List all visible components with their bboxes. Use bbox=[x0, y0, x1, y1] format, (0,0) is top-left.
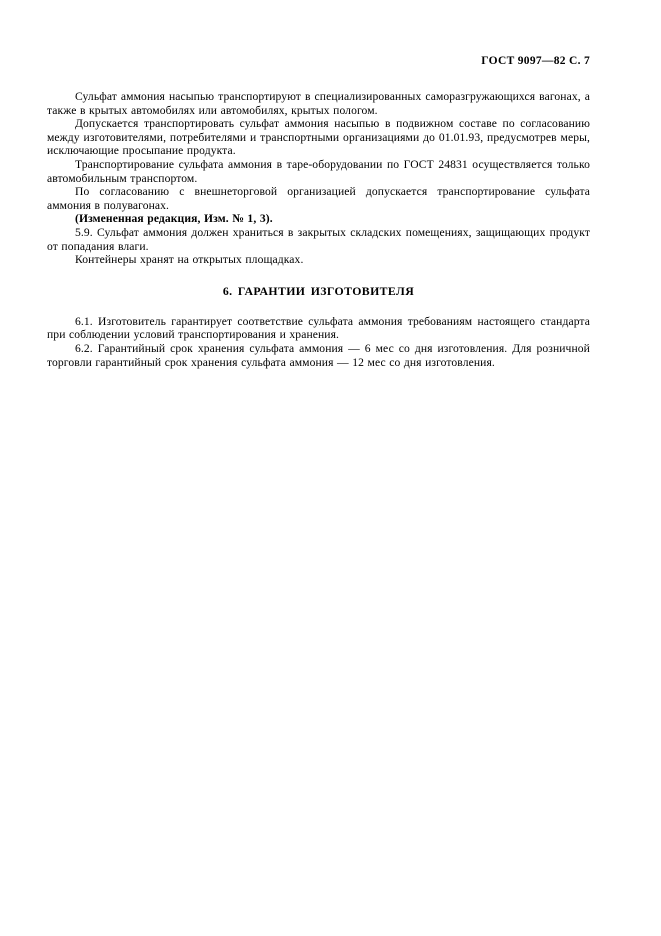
paragraph: Транспортирование сульфата аммония в таре-оборудовании по ГОСТ 24831 осуществляется только автомобильным транспортом. bbox=[47, 157, 590, 185]
paragraph: (Измененная редакция, Изм. № 1, 3). bbox=[75, 212, 273, 226]
document-number-header: ГОСТ 9097—82 С. 7 bbox=[481, 55, 590, 67]
paragraph: 6.1. Изготовитель гарантирует соответствие сульфата аммония требованиям настоящего стандарта при соблюдении условий транспортирования и хранения. bbox=[47, 314, 590, 342]
paragraph: 6.2. Гарантийный срок хранения сульфата аммония — 6 мес со дня изготовления. Для розничной торговли гарантийный срок хранения сульфата аммония — 12 мес со дня изготовления. bbox=[47, 341, 590, 369]
paragraph: Допускается транспортировать сульфат аммония насыпью в подвижном составе по согласованию между изготовителями, потребителями и транспортными организациями до 01.01.93, предусмотрев меры, исключающие просыпание продукта. bbox=[47, 117, 590, 158]
document-content bbox=[47, 90, 590, 369]
section-heading-guarantees: 6. ГАРАНТИИ ИЗГОТОВИТЕЛЯ bbox=[222, 283, 415, 298]
paragraph: Контейнеры хранят на открытых площадках. bbox=[75, 253, 304, 267]
paragraph: Сульфат аммония насыпью транспортируют в специализированных саморазгружающихся вагонах, а также в крытых автомобилях или автомобилях, крытых пологом. bbox=[47, 90, 590, 117]
transport-section-paragraphs bbox=[47, 90, 590, 267]
guarantees-section-paragraphs bbox=[47, 315, 590, 369]
paragraph: 5.9. Сульфат аммония должен храниться в закрытых складских помещениях, защищающих продукт от попадания влаги. bbox=[47, 225, 590, 253]
paragraph: По согласованию с внешнеторговой организацией допускается транспортирование сульфата аммония в полувагонах. bbox=[47, 185, 590, 212]
